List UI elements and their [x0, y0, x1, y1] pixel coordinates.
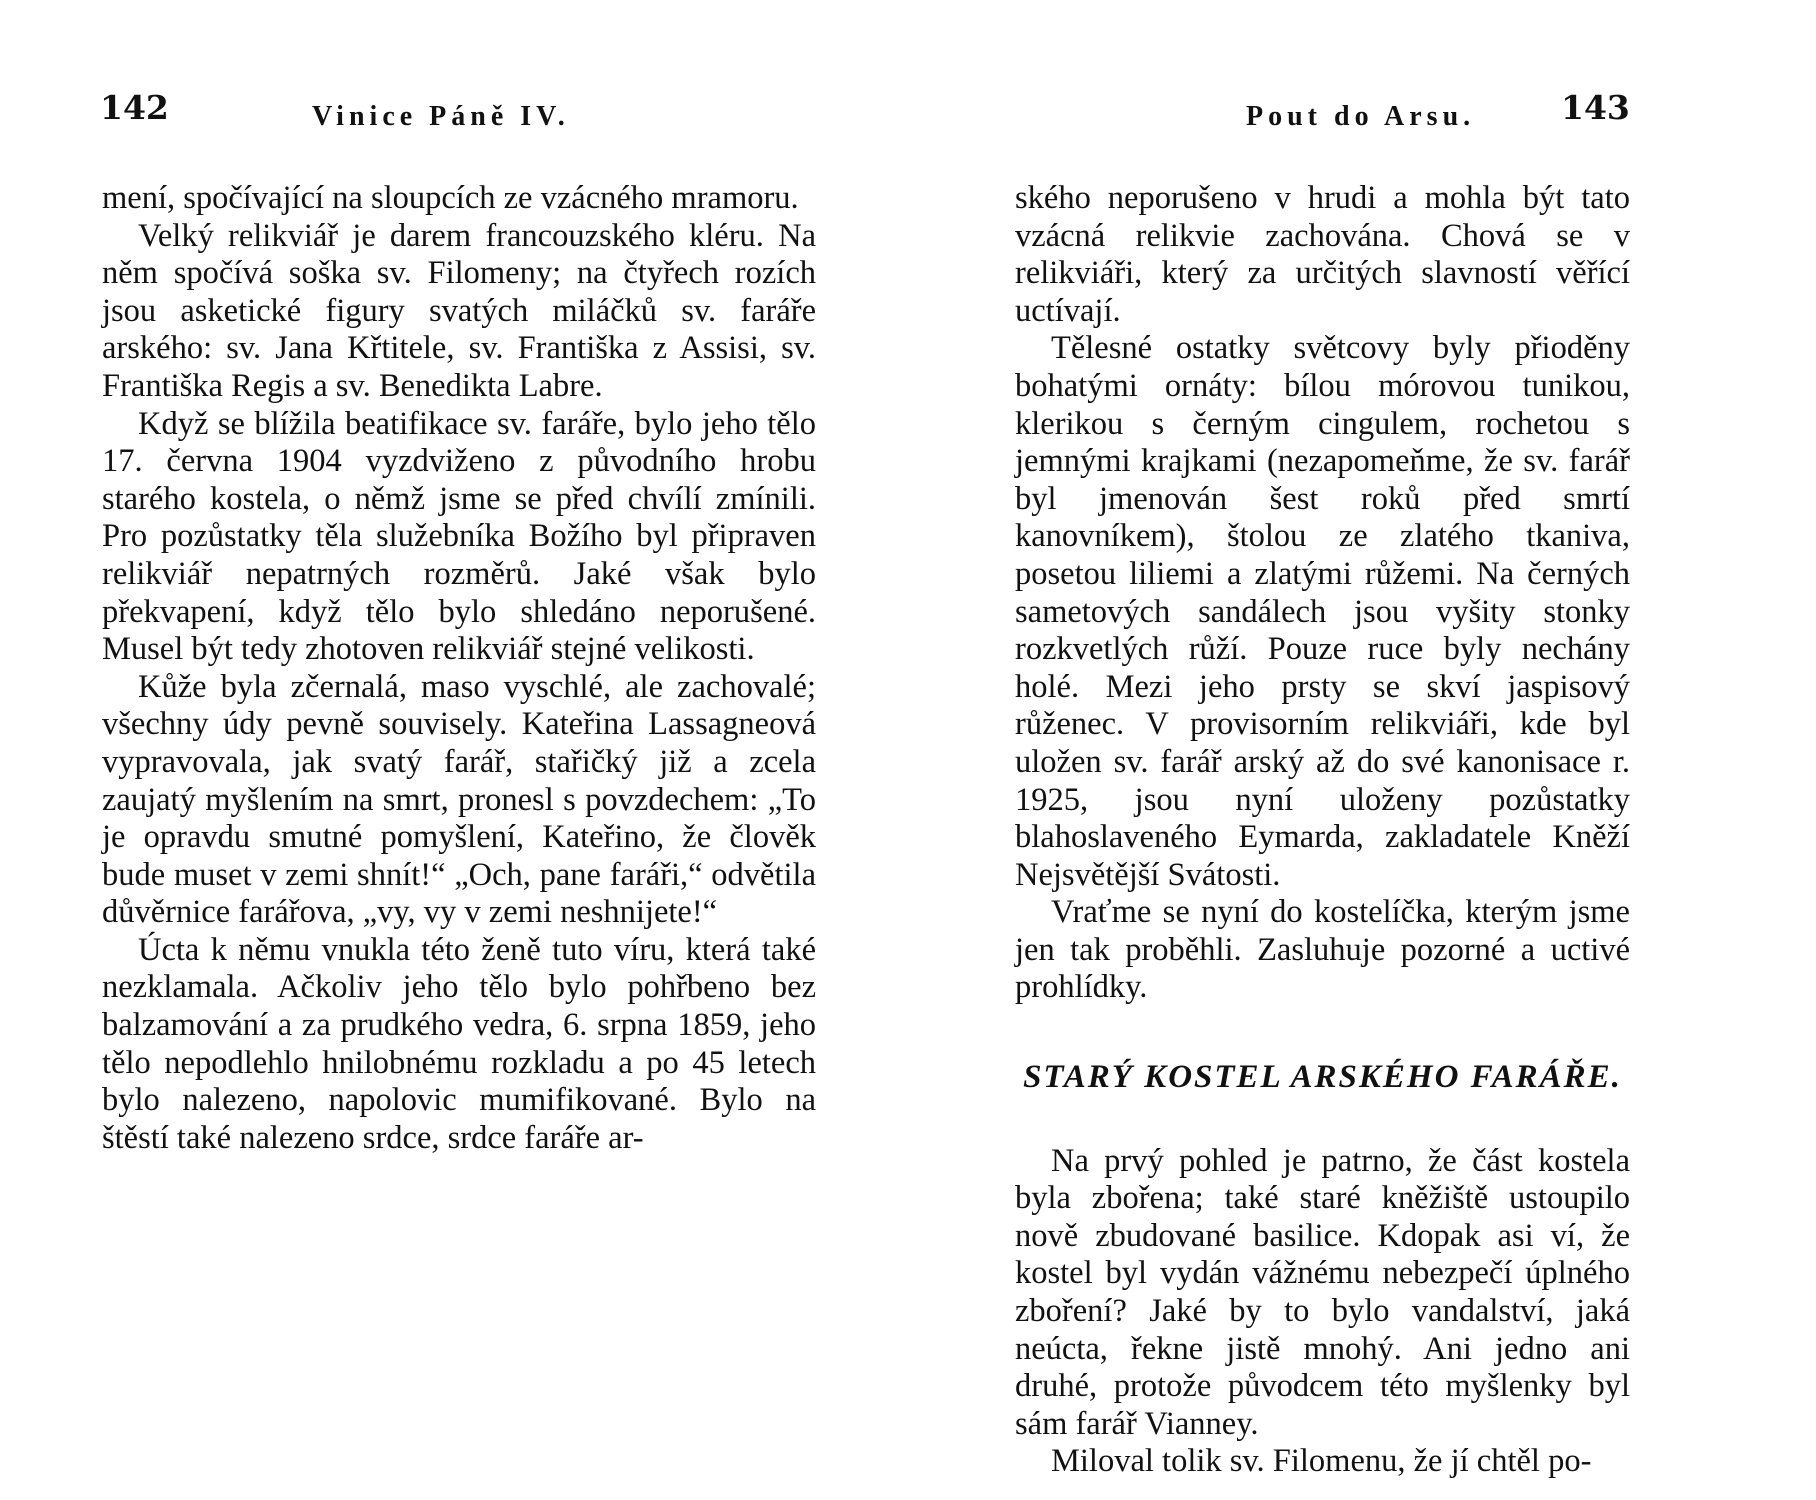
right-page: [900, 0, 1816, 1500]
left-page: [0, 0, 900, 1500]
paragraph: Úcta k němu vnukla této ženě tuto víru, která také nezklamala. Ačkoliv jeho tělo bylo pohřbeno bez balzamování a za prudkého vedra, 6. srpna 1859, jeho tělo nepodlehlo hnilobnému rozkladu a po 45 letech bylo nalezeno, napolovic mumifikované. Bylo na štěstí také nalezeno srdce, srdce faráře ar-: [102, 931, 816, 1156]
paragraph: ského neporušeno v hrudi a mohla být tato vzácná relikvie zachována. Chová se v relikviáři, který za určitých slavností věřící uctívají.: [1015, 180, 1630, 329]
right-page-number: 143: [1561, 88, 1630, 127]
paragraph: Tělesné ostatky světcovy byly přioděny bohatými ornáty: bílou mórovou tunikou, klerikou s černým cingulem, rochetou s jemnými krajkami (nezapomeňme, že sv. farář byl jmenován šest roků před smrtí kanovníkem), štolou ze zlatého tkaniva, posetou liliemi a zlatými růžemi. Na černých sametových sandálech jsou vyšity stonky rozkvetlých růží. Pouze ruce byly nechány holé. Mezi jeho prsty se skví jaspisový růženec. V provisorním relikviáři, kde byl uložen sv. farář arský až do své kanonisace r. 1925, jsou nyní uloženy pozůstatky blahoslaveného Eymarda, zakladatele Kněží Nejsvětější Svátosti.: [1015, 330, 1630, 893]
paragraph: Na prvý pohled je patrno, že část kostela byla zbořena; také staré kněžiště ustoupilo nově zbudované basilice. Kdopak asi ví, že kostel byl vydán vážnému nebezpečí úplného zboření? Jaké by to bylo vandalství, jaká neúcta, řekne jistě mnohý. Ani jedno ani druhé, protože původcem této myšlenky byl sám farář Vianney.: [1015, 1142, 1630, 1442]
paragraph: Kůže byla zčernalá, maso vyschlé, ale zachovalé; všechny údy pevně souvisely. Kateřina Lassagneová vypravovala, jak svatý farář, stařičký již a zcela zaujatý myšlením na smrt, pronesl s povzdechem: „To je opravdu smutné pomyšlení, Kateřino, že člověk bude muset v zemi shnít!“ „Och, pane faráři,“ odvětila důvěrnice farářova, „vy, vy v zemi neshnijete!“: [102, 668, 816, 931]
paragraph: Vraťme se nyní do kostelíčka, kterým jsme jen tak proběhli. Zasluhuje pozorné a uctivé prohlídky.: [1015, 894, 1630, 1006]
paragraph: Miloval tolik sv. Filomenu, že jí chtěl po-: [1051, 1443, 1592, 1480]
paragraph: mení, spočívající na sloupcích ze vzácného mramoru.: [102, 180, 799, 216]
left-text-column: [102, 180, 816, 1157]
paragraph: Když se blížila beatifikace sv. faráře, bylo jeho tělo 17. června 1904 vyzdviženo z původního hrobu starého kostela, o němž jsme se před chvílí zmínili. Pro pozůstatky těla služebníka Božího byl připraven relikviář nepatrných rozměrů. Jaké však bylo překvapení, když tělo bylo shledáno neporušené. Musel být tedy zhotoven relikviář stejné velikosti.: [102, 405, 816, 668]
paragraph: Velký relikviář je darem francouzského kléru. Na něm spočívá soška sv. Filomeny; na čtyřech rozích jsou asketické figury svatých miláčků sv. faráře arského: sv. Jana Křtitele, sv. Františka z Assisi, sv. Františka Regis a sv. Benedikta Labre.: [102, 217, 816, 404]
section-title: STARÝ KOSTEL ARSKÉHO FARÁŘE.: [1023, 1059, 1622, 1096]
right-running-head: Pout do Arsu.: [1246, 101, 1476, 132]
left-running-head: Vinice Páně IV.: [312, 101, 570, 132]
right-text-column: [1015, 180, 1630, 1481]
left-page-number: 142: [100, 88, 169, 127]
